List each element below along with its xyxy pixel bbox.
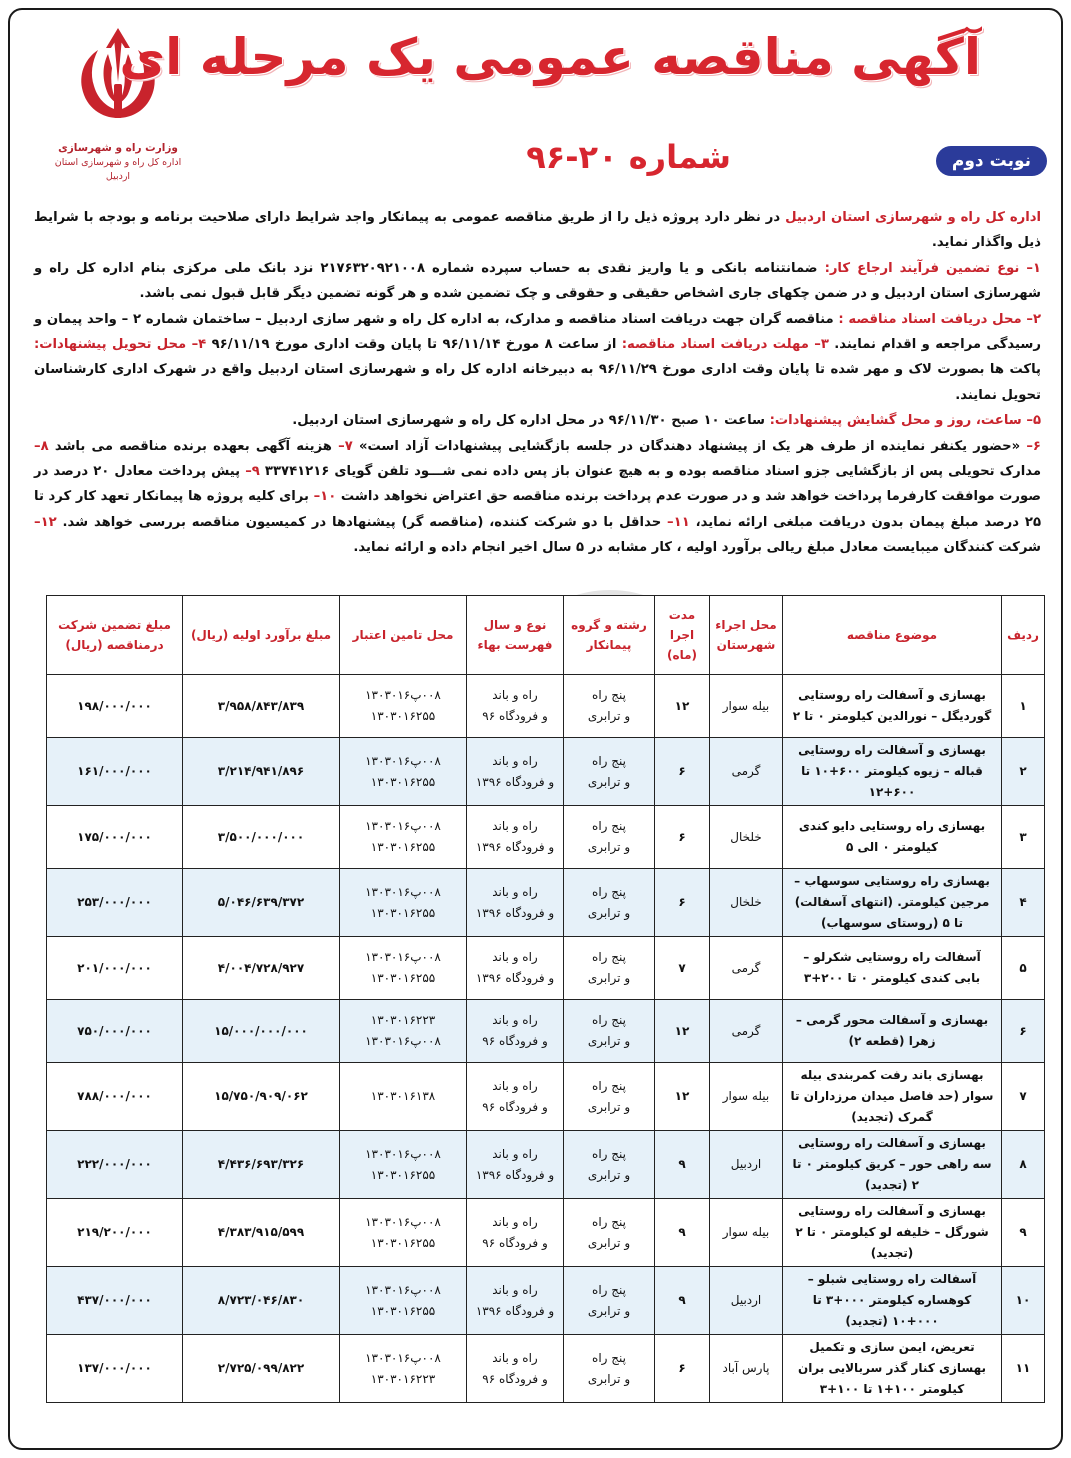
cell-field-line: و ترابری [587, 709, 631, 723]
intro-lead: اداره کل راه و شهرسازی استان اردبیل [785, 210, 1042, 225]
cell-row-number [1002, 675, 1045, 738]
clause-9-text: پیش پرداخت معادل ۲۰ درصد در صورت موافقت کارفرما پرداخت خواهد شد و در صورت عدم پرداخت برنده مناقصه حق اعتراض نخواهد داشت [34, 464, 1041, 505]
cell-field-line: و ترابری [587, 1371, 631, 1386]
cell-location-line: خلخال [730, 895, 762, 909]
cell-estimate-line: ۴/۰۰۴/۷۲۸/۹۲۷ [217, 960, 305, 975]
col-estimate: مبلغ برآورد اولیه (ریال) [183, 596, 340, 675]
cell-estimate [183, 1000, 340, 1063]
cell-row-number [1002, 1063, 1045, 1131]
clause-2-text: مناقصه گران جهت دریافت اسناد مناقصه و مدارک، به اداره کل راه و شهر سازی اردبیل – ساختمان شماره ۲ – واحد پیمان و رسیدگی مراجعه و اقدام نمایند. [34, 311, 1041, 353]
clause-11-head: ۱۱– [667, 514, 690, 530]
cell-estimate-line: ۳/۲۱۴/۹۴۱/۸۹۶ [217, 764, 305, 778]
cell-field [564, 806, 655, 869]
cell-field-line: پنج راه [592, 1350, 626, 1365]
notice-header [10, 10, 1061, 200]
cell-price-list-line: و فرودگاه ۱۳۹۶ [475, 971, 555, 985]
clause-7-head: ۷– [338, 438, 353, 454]
ministry-name: وزارت راه و شهرسازی [58, 142, 178, 154]
cell-subject [783, 1131, 1002, 1199]
cell-location-line: بیله سوار [722, 1225, 770, 1239]
cell-estimate-line: ۱۵/۷۵۰/۹۰۹/۰۶۲ [214, 1089, 308, 1103]
round-badge: نوبت دوم [936, 146, 1047, 176]
cell-price-list-line: راه و باند [492, 688, 538, 702]
cell-guarantee [47, 1000, 183, 1063]
cell-duration [655, 1199, 710, 1267]
clause-1-text: ضمانتنامه بانکی و یا واریز نقدی به حساب سپرده شماره ۲۱۷۶۳۲۰۹۲۱۰۰۸ نزد بانک ملی مرکزی بنام اداره کل راه و شهرسازی استان اردبیل و در ضمن چکهای جاری اشخاص حقیقی و حقوقی و چک تضمین شده و هر گونه تضمین دیگر قابل قبول نمی باشد. [34, 260, 1041, 302]
cell-estimate [183, 1199, 340, 1267]
cell-field [564, 1199, 655, 1267]
cell-subject [783, 738, 1002, 806]
cell-guarantee-line: ۴۳۷/۰۰۰/۰۰۰ [77, 1293, 152, 1307]
cell-guarantee [47, 1131, 183, 1199]
cell-subject-line: آسفالت راه روستایی شبلو – کوهساره کیلومتر ۰۰۰+۳ تا ۰۰۰+۱۰ (تجدید) [807, 1272, 977, 1328]
cell-location [710, 1131, 783, 1199]
cell-field-line: و ترابری [587, 840, 631, 854]
col-location: محل اجراء شهرستان [710, 596, 783, 675]
cell-field [564, 738, 655, 806]
cell-field-line: پنج راه [592, 688, 626, 702]
cell-location-line: اردبیل [730, 1293, 762, 1307]
cell-field-line: و ترابری [587, 774, 631, 789]
cell-funding [340, 738, 467, 806]
cell-duration [655, 1335, 710, 1403]
clause-10-text: برای کلیه پروژه ها پیمانکار تعهد کار کرد تا ۲۵ درصد مبلغ پیمان بدون دریافت مبلغی ارائه نماید، [34, 489, 1041, 530]
cell-price-list-line: راه و باند [492, 1282, 538, 1297]
cell-subject [783, 1000, 1002, 1063]
cell-price-list-line: و فرودگاه ۱۳۹۶ [475, 1303, 555, 1318]
cell-location [710, 738, 783, 806]
cell-price-list-line: راه و باند [492, 950, 538, 964]
cell-subject-line: بهسازی باند رفت کمربندی بیله سوار (حد فاصل میدان مرزداران تا گمرک (تجدید) [790, 1068, 994, 1124]
cell-funding-line: ۱۳۰۳۰۱۶۲۵۵ [370, 1167, 436, 1182]
clause-5-text: ساعت ۱۰ صبح ۹۶/۱۱/۳۰ در محل اداره کل راه و شهرسازی استان اردبیل. [292, 413, 770, 429]
cell-row-number [1002, 869, 1045, 937]
cell-location-line: گرمی [731, 764, 761, 778]
cell-price-list [467, 806, 564, 869]
cell-duration-line: ۹ [678, 1157, 686, 1171]
cell-funding-line: ۱۳۰۳۰۱۶۲۲۳ [370, 1371, 436, 1386]
cell-row-number [1002, 1267, 1045, 1335]
cell-duration [655, 869, 710, 937]
cell-guarantee-line: ۱۶۱/۰۰۰/۰۰۰ [77, 764, 152, 778]
cell-row-number-line: ۶ [1019, 1023, 1027, 1038]
cell-duration-line: ۱۲ [674, 698, 690, 713]
clause-10-head: ۱۰– [313, 489, 337, 505]
cell-funding-line: ۱۳۰۳۰۱۶۱۳۸ [370, 1089, 436, 1103]
cell-duration-line: ۶ [678, 1361, 686, 1375]
cell-subject-line: بهسازی و آسفالت راه روستایی گوردیگل – نورالدین کیلومتر ۰ تا ۲ [792, 688, 992, 723]
cell-funding-line: ۰۰۸پ۱۳۰۳۰۱۶ [365, 688, 441, 702]
table-row [47, 1199, 1045, 1267]
col-funding: محل تامین اعتبار [340, 596, 467, 675]
clause-6-text: «حضور یکنفر نماینده از طرف هر یک از پیشنهاد دهندگان در جلسه بازگشایی پیشنهادات آزاد است» [352, 438, 1027, 454]
clause-3-head: ۳– مهلت دریافت اسناد مناقصه: [621, 337, 835, 353]
cell-estimate [183, 937, 340, 1000]
cell-row-number [1002, 1335, 1045, 1403]
col-guarantee: مبلغ تضمین شرکت درمناقصه (ریال) [47, 596, 183, 675]
cell-field [564, 675, 655, 738]
cell-funding-line: ۰۰۸پ۱۳۰۳۰۱۶ [365, 1034, 441, 1048]
cell-funding-line: ۰۰۸پ۱۳۰۳۰۱۶ [365, 950, 441, 964]
tender-rows [47, 675, 1045, 1403]
cell-duration [655, 1000, 710, 1063]
cell-guarantee-line: ۲۰۱/۰۰۰/۰۰۰ [77, 960, 152, 975]
cell-estimate [183, 675, 340, 738]
cell-price-list [467, 738, 564, 806]
cell-duration-line: ۶ [678, 764, 686, 778]
table-row [47, 869, 1045, 937]
cell-funding [340, 806, 467, 869]
cell-guarantee [47, 869, 183, 937]
cell-location-line: خلخال [730, 829, 762, 844]
cell-duration [655, 1267, 710, 1335]
cell-estimate [183, 1131, 340, 1199]
cell-location [710, 1267, 783, 1335]
cell-estimate [183, 1335, 340, 1403]
cell-field [564, 1000, 655, 1063]
cell-duration [655, 1063, 710, 1131]
cell-price-list [467, 937, 564, 1000]
cell-funding-line: ۱۳۰۳۰۱۶۲۵۵ [370, 774, 436, 789]
cell-duration-line: ۹ [678, 1293, 686, 1307]
cell-row-number [1002, 1131, 1045, 1199]
cell-price-list [467, 1000, 564, 1063]
notice-paragraph [34, 205, 1041, 256]
cell-field-line: و ترابری [587, 1303, 631, 1318]
cell-field-line: پنج راه [592, 1078, 626, 1093]
clause-8-text: مدارک تحویلی پس از بازگشایی جزو اسناد مناقصه بوده و به هیچ عنوان باز پس داده نمی شـــود تلفن گویای ۳۳۷۴۱۲۱۶ [259, 464, 1041, 480]
cell-estimate [183, 806, 340, 869]
cell-field [564, 1267, 655, 1335]
cell-subject-line: بهسازی و آسفالت راه روستایی سه راهی حور – کریق کیلومتر ۰ تا ۲ (تجدید) [792, 1136, 992, 1192]
cell-funding-line: ۰۰۸پ۱۳۰۳۰۱۶ [365, 1282, 441, 1297]
cell-funding [340, 1063, 467, 1131]
cell-subject-line: بهسازی و آسفالت راه روستایی قباله – زیوه کیلومتر ۶۰۰+۱۰ تا ۶۰۰+۱۲ [798, 743, 986, 799]
table-row [47, 738, 1045, 806]
cell-row-number [1002, 1199, 1045, 1267]
cell-location [710, 675, 783, 738]
cell-row-number-line: ۱۱ [1015, 1361, 1031, 1375]
clause-1 [34, 256, 1041, 307]
cell-location-line: بیله سوار [722, 1089, 770, 1103]
cell-price-list-line: و فرودگاه ۹۶ [482, 1235, 548, 1250]
cell-price-list-line: راه و باند [492, 1146, 538, 1161]
cell-price-list [467, 1335, 564, 1403]
cell-funding-line: ۰۰۸پ۱۳۰۳۰۱۶ [365, 753, 441, 768]
cell-price-list-line: و فرودگاه ۱۳۹۶ [475, 840, 555, 854]
cell-price-list [467, 1063, 564, 1131]
table-row [47, 1063, 1045, 1131]
cell-field-line: و ترابری [587, 1235, 631, 1250]
cell-subject [783, 1063, 1002, 1131]
cell-estimate [183, 738, 340, 806]
cell-funding [340, 675, 467, 738]
cell-price-list-line: راه و باند [492, 753, 538, 768]
cell-estimate [183, 1267, 340, 1335]
cell-funding-line: ۱۳۰۳۰۱۶۲۵۵ [370, 1303, 436, 1318]
cell-price-list-line: و فرودگاه ۹۶ [482, 1371, 548, 1386]
cell-field-line: پنج راه [592, 1146, 626, 1161]
cell-estimate-line: ۴/۳۸۳/۹۱۵/۵۹۹ [217, 1225, 305, 1239]
clause-3-text: از ساعت ۸ مورخ ۹۶/۱۱/۱۴ تا پایان وقت اداری مورخ ۹۶/۱۱/۱۹ [206, 337, 622, 353]
cell-subject [783, 869, 1002, 937]
page-title: آگهی مناقصه عمومی یک مرحله ای [119, 28, 981, 86]
cell-duration-line: ۱۲ [674, 1089, 690, 1103]
cell-duration [655, 738, 710, 806]
clause-1-head: ۱– نوع تضمین فرآیند ارجاع کار: [824, 260, 1041, 276]
cell-row-number [1002, 738, 1045, 806]
cell-price-list [467, 869, 564, 937]
clause-2-head: ۲– محل دریافت اسناد مناقصه : [838, 311, 1041, 327]
table-row [47, 1131, 1045, 1199]
cell-field [564, 1131, 655, 1199]
cell-funding-line: ۰۰۸پ۱۳۰۳۰۱۶ [365, 1350, 441, 1365]
cell-row-number [1002, 806, 1045, 869]
clause-4-text: پاکت ها بصورت لاک و مهر شده تا پایان وقت اداری مورخ ۹۶/۱۱/۲۹ به دبیرخانه اداره کل راه و شهرسازی استان اردبیل واقع در شهرک اداری کارشناسان تحویل نمایند. [34, 362, 1041, 403]
cell-funding-line: ۱۳۰۳۰۱۶۲۲۳ [370, 1013, 436, 1027]
cell-price-list-line: و فرودگاه ۹۶ [482, 1034, 548, 1048]
table-row [47, 1000, 1045, 1063]
cell-funding [340, 937, 467, 1000]
col-duration: مدت اجرا (ماه) [655, 596, 710, 675]
cell-location [710, 937, 783, 1000]
cell-field-line: و ترابری [587, 1099, 631, 1114]
cell-guarantee-line: ۲۵۳/۰۰۰/۰۰۰ [77, 895, 152, 909]
cell-funding [340, 1267, 467, 1335]
cell-location [710, 1199, 783, 1267]
cell-guarantee [47, 1335, 183, 1403]
cell-field [564, 1335, 655, 1403]
clause-5-head: ۵– ساعت، روز و محل گشایش پیشنهادات: [769, 413, 1041, 429]
cell-field [564, 1063, 655, 1131]
cell-row-number-line: ۱۰ [1015, 1293, 1031, 1307]
cell-row-number [1002, 1000, 1045, 1063]
cell-price-list-line: و فرودگاه ۱۳۹۶ [475, 905, 555, 920]
cell-subject [783, 1199, 1002, 1267]
cell-field-line: و ترابری [587, 971, 631, 985]
cell-guarantee [47, 675, 183, 738]
clause-5 [34, 408, 1041, 433]
cell-price-list-line: و فرودگاه ۱۳۹۶ [475, 774, 555, 789]
col-row: ردیف [1002, 596, 1045, 675]
clause-4-head: ۴– محل تحویل پیشنهادات: [34, 337, 207, 353]
col-subject: موضوع مناقصه [783, 596, 1002, 675]
cell-funding [340, 1131, 467, 1199]
cell-location [710, 806, 783, 869]
clause-11-text: حداقل با دو شرکت کننده، (مناقصه گر) پیشنهادها در کمیسیون مناقصه بررسی خواهد شد. [56, 514, 668, 530]
cell-funding-line: ۰۰۸پ۱۳۰۳۰۱۶ [365, 1146, 441, 1161]
cell-guarantee [47, 1063, 183, 1131]
cell-subject [783, 1267, 1002, 1335]
clause-7-text: هزینه آگهی بعهده برنده مناقصه می باشد [48, 438, 339, 454]
cell-field-line: پنج راه [592, 1013, 626, 1027]
cell-field-line: پنج راه [592, 819, 626, 833]
cell-duration [655, 675, 710, 738]
cell-field-line: پنج راه [592, 1214, 626, 1229]
cell-price-list-line: و فرودگاه ۱۳۹۶ [475, 1167, 555, 1182]
cell-field-line: پنج راه [592, 753, 626, 768]
cell-field-line: پنج راه [592, 884, 626, 899]
cell-price-list-line: راه و باند [492, 819, 538, 833]
cell-field-line: پنج راه [592, 1282, 626, 1297]
cell-funding [340, 869, 467, 937]
cell-estimate-line: ۱۵/۰۰۰/۰۰۰/۰۰۰ [214, 1023, 308, 1038]
cell-price-list-line: راه و باند [492, 1350, 538, 1365]
cell-subject-line: تعریض، ایمن سازی و تکمیل بهسازی کنار گذر سربالایی بران کیلومتر ۱۰۰+۱ تا ۱۰۰+۳ [797, 1340, 987, 1396]
cell-estimate-line: ۸/۷۲۳/۰۴۶/۸۳۰ [217, 1293, 305, 1307]
clause-2-3-4 [34, 307, 1041, 409]
cell-duration-line: ۶ [678, 829, 686, 844]
cell-location-line: اردبیل [730, 1157, 762, 1171]
cell-guarantee-line: ۱۷۵/۰۰۰/۰۰۰ [77, 829, 152, 844]
cell-estimate-line: ۵/۰۴۶/۶۳۹/۳۷۲ [217, 895, 305, 909]
cell-row-number-line: ۳ [1019, 829, 1027, 844]
notice-body [34, 205, 1041, 561]
cell-price-list [467, 675, 564, 738]
cell-price-list-line: راه و باند [492, 1078, 538, 1093]
cell-funding-line: ۰۰۸پ۱۳۰۳۰۱۶ [365, 819, 441, 833]
table-row [47, 806, 1045, 869]
cell-field-line: و ترابری [587, 905, 631, 920]
tender-notice-page [8, 8, 1063, 1450]
cell-subject-line: آسفالت راه روستایی شکرلو – بابی کندی کیلومتر ۰ تا ۲۰۰+۳ [803, 950, 981, 985]
cell-location-line: پارس آباد [722, 1361, 770, 1375]
cell-subject-line: بهسازی و آسفالت محور گرمی – زهرا (قطعه ۲) [795, 1013, 989, 1048]
cell-row-number-line: ۷ [1019, 1089, 1027, 1103]
cell-funding [340, 1000, 467, 1063]
cell-duration-line: ۹ [678, 1225, 686, 1239]
cell-price-list-line: راه و باند [492, 884, 538, 899]
cell-duration [655, 937, 710, 1000]
cell-estimate-line: ۲/۷۲۵/۰۹۹/۸۲۲ [217, 1361, 305, 1375]
cell-price-list-line: و فرودگاه ۹۶ [482, 709, 548, 723]
table-row [47, 675, 1045, 738]
cell-field [564, 869, 655, 937]
cell-location-line: بیله سوار [722, 698, 770, 713]
cell-subject [783, 937, 1002, 1000]
cell-guarantee-line: ۱۳۷/۰۰۰/۰۰۰ [77, 1361, 152, 1375]
cell-guarantee [47, 1199, 183, 1267]
cell-location-line: گرمی [731, 960, 761, 975]
cell-funding-line: ۰۰۸پ۱۳۰۳۰۱۶ [365, 884, 441, 899]
cell-guarantee-line: ۷۵۰/۰۰۰/۰۰۰ [77, 1023, 152, 1038]
clause-9-head: ۹– [245, 464, 260, 480]
cell-funding-line: ۱۳۰۳۰۱۶۲۵۵ [370, 905, 436, 920]
cell-funding-line: ۱۳۰۳۰۱۶۲۵۵ [370, 1235, 436, 1250]
cell-guarantee [47, 1267, 183, 1335]
cell-row-number-line: ۸ [1019, 1157, 1027, 1171]
cell-funding-line: ۱۳۰۳۰۱۶۲۵۵ [370, 840, 436, 854]
cell-estimate-line: ۳/۵۰۰/۰۰۰/۰۰۰ [217, 829, 305, 844]
cell-field-line: و ترابری [587, 1034, 631, 1048]
cell-row-number-line: ۱ [1019, 698, 1027, 713]
cell-duration-line: ۱۲ [674, 1023, 690, 1038]
cell-funding-line: ۰۰۸پ۱۳۰۳۰۱۶ [365, 1214, 441, 1229]
tender-number: شماره ۲۰-۹۶ [526, 138, 731, 176]
clause-8-head: ۸– [34, 438, 49, 454]
cell-location-line: گرمی [731, 1023, 761, 1038]
table-header-row [47, 596, 1045, 675]
cell-price-list-line: و فرودگاه ۹۶ [482, 1099, 548, 1114]
cell-duration [655, 1131, 710, 1199]
cell-subject-line: بهسازی راه روستایی سوسهاب – مرجین کیلومتر. (انتهای آسفالت) تا ۵ (روستای سوسهاب) [794, 874, 990, 930]
cell-price-list-line: راه و باند [492, 1013, 538, 1027]
cell-funding [340, 1199, 467, 1267]
table-row [47, 1335, 1045, 1403]
cell-guarantee-line: ۷۸۸/۰۰۰/۰۰۰ [77, 1089, 152, 1103]
cell-guarantee-line: ۲۱۹/۲۰۰/۰۰۰ [77, 1225, 152, 1239]
clause-6-12 [34, 434, 1041, 561]
cell-estimate-line: ۳/۹۵۸/۸۴۳/۸۳۹ [217, 698, 305, 713]
cell-guarantee-line: ۱۹۸/۰۰۰/۰۰۰ [77, 698, 152, 713]
cell-guarantee-line: ۲۲۲/۰۰۰/۰۰۰ [77, 1157, 152, 1171]
cell-row-number-line: ۴ [1019, 895, 1027, 909]
cell-subject [783, 675, 1002, 738]
cell-price-list-line: راه و باند [492, 1214, 538, 1229]
cell-duration-line: ۶ [678, 895, 686, 909]
cell-funding-line: ۱۳۰۳۰۱۶۲۵۵ [370, 971, 436, 985]
clause-12-head: ۱۲– [34, 514, 57, 530]
cell-row-number-line: ۹ [1019, 1225, 1027, 1239]
clause-6-head: ۶– [1026, 438, 1041, 454]
cell-row-number-line: ۵ [1019, 960, 1027, 975]
table-row [47, 1267, 1045, 1335]
cell-subject [783, 806, 1002, 869]
table-row [47, 937, 1045, 1000]
tender-table [46, 595, 1045, 1403]
cell-estimate [183, 869, 340, 937]
cell-row-number-line: ۲ [1019, 764, 1027, 778]
cell-field [564, 937, 655, 1000]
cell-price-list [467, 1131, 564, 1199]
intro-text: در نظر دارد پروژه ذیل را از طریق مناقصه عمومی به پیمانکار واجد شرایط دارای صلاحیت برنامه و بودجه با شرایط ذیل واگذار نماید. [34, 210, 1041, 251]
cell-funding-line: ۱۳۰۳۰۱۶۲۵۵ [370, 709, 436, 723]
cell-location [710, 1063, 783, 1131]
cell-location [710, 869, 783, 937]
cell-guarantee [47, 738, 183, 806]
office-name: اداره کل راه و شهرسازی استان اردبیل [54, 157, 182, 182]
cell-duration [655, 806, 710, 869]
cell-field-line: پنج راه [592, 950, 626, 964]
cell-estimate-line: ۴/۴۳۶/۶۹۳/۳۲۶ [217, 1157, 305, 1171]
cell-field-line: و ترابری [587, 1167, 631, 1182]
cell-row-number [1002, 937, 1045, 1000]
col-price-list: نوع و سال فهرست بهاء [467, 596, 564, 675]
cell-price-list [467, 1267, 564, 1335]
cell-guarantee [47, 806, 183, 869]
cell-subject-line: بهسازی و آسفالت راه روستایی شورگل – خلیفه لو کیلومتر ۰ تا ۲ (تجدید) [795, 1204, 989, 1260]
cell-estimate [183, 1063, 340, 1131]
cell-subject [783, 1335, 1002, 1403]
cell-duration-line: ۷ [678, 960, 686, 975]
cell-location [710, 1335, 783, 1403]
cell-subject-line: بهسازی راه روستایی دایو کندی کیلومتر ۰ الی ۵ [798, 819, 986, 854]
cell-guarantee [47, 937, 183, 1000]
cell-funding [340, 1335, 467, 1403]
col-field: رشته و گروه پیمانکار [564, 596, 655, 675]
clause-12-text: شرکت کنندگان میبایست معادل مبلغ ریالی برآورد اولیه ، کار مشابه در ۵ سال اخیر انجام داده و ارائه نماید. [353, 540, 1041, 556]
cell-location [710, 1000, 783, 1063]
cell-price-list [467, 1199, 564, 1267]
